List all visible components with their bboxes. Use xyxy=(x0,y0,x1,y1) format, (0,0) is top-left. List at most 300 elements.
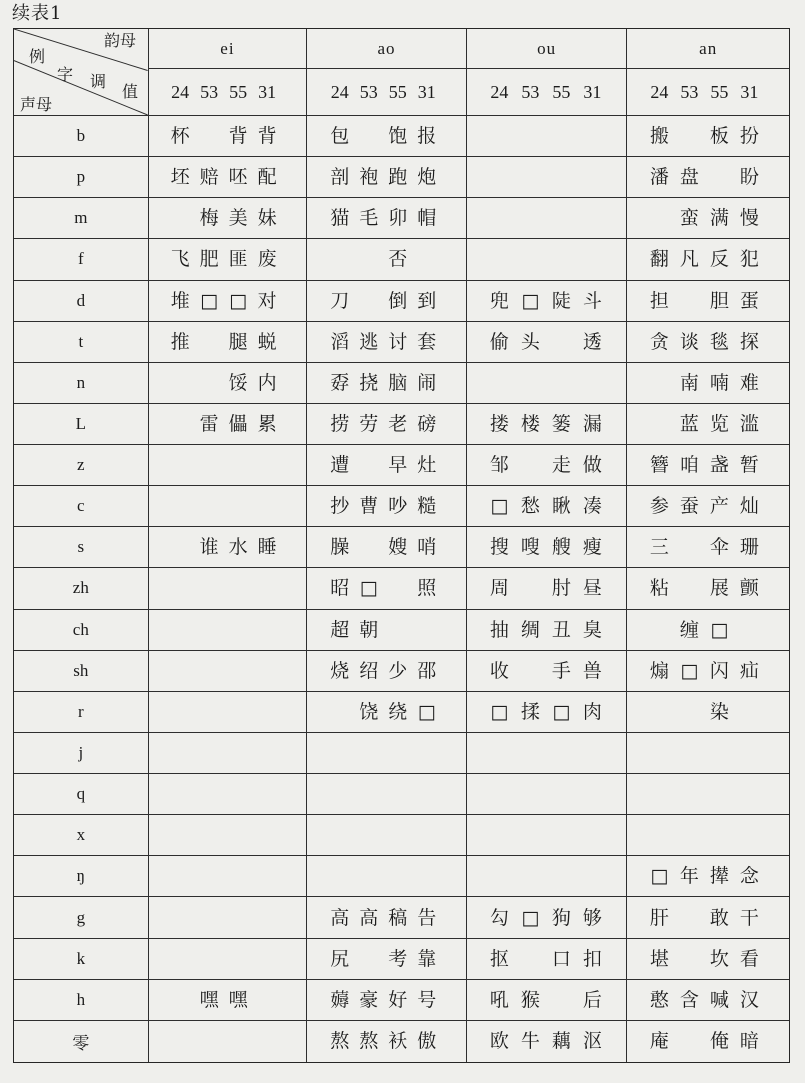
example-character: 考 xyxy=(388,947,408,970)
example-character: 高 xyxy=(330,906,350,929)
example-character: 毯 xyxy=(709,330,729,353)
example-character: 搂 xyxy=(489,412,509,435)
final-header-ou: ou xyxy=(467,29,628,69)
example-character: 包 xyxy=(330,125,350,148)
example-character: 嫂 xyxy=(388,536,408,559)
syllable-cell xyxy=(627,445,789,486)
initial-label: L xyxy=(14,404,149,445)
example-character: 丑 xyxy=(551,618,571,641)
example-character: 肘 xyxy=(551,577,571,600)
example-character: 邵 xyxy=(417,659,437,682)
tone-value: 24 xyxy=(330,82,349,102)
corner-label-initial: 声母 xyxy=(20,95,53,114)
example-character: 瞅 xyxy=(551,495,571,518)
syllable-cell xyxy=(627,157,789,198)
syllable-cell xyxy=(307,404,467,445)
example-character: □ xyxy=(200,289,219,312)
example-character: 蚕 xyxy=(679,495,699,518)
example-character: 走 xyxy=(551,454,571,477)
example-character: 滥 xyxy=(739,412,759,435)
example-character: 刀 xyxy=(330,289,350,312)
example-character: 倒 xyxy=(388,289,408,312)
example-character: 翻 xyxy=(649,248,669,271)
syllable-cell xyxy=(627,363,789,404)
example-character: □ xyxy=(490,495,509,518)
syllable-cell xyxy=(149,1021,308,1062)
example-character: 南 xyxy=(679,371,699,394)
corner-label-rime: 韵母 xyxy=(104,31,137,50)
initial-label: x xyxy=(14,815,149,856)
example-character: 飞 xyxy=(170,248,190,271)
example-character: 傲 xyxy=(417,1030,437,1053)
example-character: 暗 xyxy=(739,1030,759,1053)
example-character: 展 xyxy=(709,577,729,600)
syllable-cell xyxy=(307,322,467,363)
syllable-cell xyxy=(627,527,789,568)
example-character: 背 xyxy=(228,125,248,148)
example-character: 哨 xyxy=(417,536,437,559)
example-character: 蜕 xyxy=(257,330,277,353)
example-character: 剖 xyxy=(330,166,350,189)
example-character: 照 xyxy=(417,577,437,600)
example-character: 儡 xyxy=(228,412,248,435)
example-character: □ xyxy=(521,906,540,929)
initial-label: zh xyxy=(14,568,149,609)
example-character: 滔 xyxy=(330,330,350,353)
example-character: 烧 xyxy=(330,659,350,682)
example-character: 梅 xyxy=(199,207,219,230)
syllable-cell xyxy=(307,897,467,938)
syllable-cell xyxy=(467,939,628,980)
example-character: 水 xyxy=(228,536,248,559)
example-character: 猴 xyxy=(520,988,540,1011)
example-character: 揉 xyxy=(520,700,540,723)
syllable-cell xyxy=(149,445,308,486)
example-character: 喊 xyxy=(709,988,729,1011)
example-character: 雷 xyxy=(199,412,219,435)
syllable-cell xyxy=(149,281,308,322)
example-character: 吼 xyxy=(489,988,509,1011)
example-character: 稿 xyxy=(388,906,408,929)
example-character: 疝 xyxy=(739,659,759,682)
initial-label: b xyxy=(14,116,149,157)
example-character: 杯 xyxy=(170,125,190,148)
tone-value: 31 xyxy=(583,82,602,102)
syllable-cell xyxy=(149,157,308,198)
initial-label: f xyxy=(14,239,149,280)
example-character: 脑 xyxy=(388,371,408,394)
syllable-cell xyxy=(307,486,467,527)
initial-label: m xyxy=(14,198,149,239)
example-character: 狗 xyxy=(551,906,571,929)
tone-value: 31 xyxy=(417,82,436,102)
example-character: 猫 xyxy=(330,207,350,230)
syllable-cell xyxy=(149,651,308,692)
example-character: 早 xyxy=(388,454,408,477)
initial-label: ŋ xyxy=(14,856,149,897)
tone-value: 31 xyxy=(258,82,277,102)
example-character: 灿 xyxy=(739,495,759,518)
syllable-cell xyxy=(467,116,628,157)
example-character: 凡 xyxy=(679,248,699,271)
example-character: 绍 xyxy=(359,659,379,682)
syllable-cell xyxy=(149,363,308,404)
example-character: 览 xyxy=(709,412,729,435)
example-character: 盘 xyxy=(679,166,699,189)
example-character: 篓 xyxy=(551,412,571,435)
example-character: 兽 xyxy=(582,659,602,682)
example-character: 憨 xyxy=(649,988,669,1011)
example-character: 朝 xyxy=(359,618,379,641)
syllable-cell xyxy=(627,198,789,239)
example-character: 绸 xyxy=(520,618,540,641)
syllable-cell xyxy=(149,897,308,938)
example-character: □ xyxy=(229,289,248,312)
example-character: 好 xyxy=(388,988,408,1011)
example-character: 咱 xyxy=(679,454,699,477)
example-character: 透 xyxy=(582,330,602,353)
tone-value: 24 xyxy=(171,82,190,102)
syllable-cell xyxy=(467,445,628,486)
syllable-cell xyxy=(307,939,467,980)
example-character: 老 xyxy=(388,412,408,435)
initial-label: p xyxy=(14,157,149,198)
syllable-cell xyxy=(627,486,789,527)
tone-value: 53 xyxy=(200,82,219,102)
initial-label: j xyxy=(14,733,149,774)
example-character: 庵 xyxy=(649,1030,669,1053)
example-character: 参 xyxy=(649,495,669,518)
example-character: 孬 xyxy=(330,371,350,394)
corner-label-example-1: 例 xyxy=(29,47,46,66)
example-character: 潘 xyxy=(649,166,669,189)
syllable-cell xyxy=(467,157,628,198)
example-character: 尻 xyxy=(330,947,350,970)
tone-value: 24 xyxy=(490,82,509,102)
example-character: 嘿 xyxy=(199,988,219,1011)
example-character: 喃 xyxy=(709,371,729,394)
example-character: 担 xyxy=(649,289,669,312)
example-character: 豪 xyxy=(359,988,379,1011)
example-character: 坯 xyxy=(170,166,190,189)
syllable-cell xyxy=(149,815,308,856)
example-character: 搜 xyxy=(489,536,509,559)
example-character: 艘 xyxy=(551,536,571,559)
example-character: 呸 xyxy=(228,166,248,189)
example-character: 年 xyxy=(679,865,699,888)
syllable-cell xyxy=(467,692,628,733)
example-character: 犯 xyxy=(739,248,759,271)
example-character: □ xyxy=(521,289,540,312)
syllable-cell xyxy=(467,281,628,322)
example-character: 灶 xyxy=(417,454,437,477)
initial-label: c xyxy=(14,486,149,527)
example-character: □ xyxy=(680,659,699,682)
example-character: 颤 xyxy=(739,577,759,600)
example-character: 炮 xyxy=(417,166,437,189)
initial-label: g xyxy=(14,897,149,938)
example-character: □ xyxy=(710,618,729,641)
example-character: 板 xyxy=(709,125,729,148)
example-character: 坎 xyxy=(709,947,729,970)
syllable-cell xyxy=(627,692,789,733)
example-character: 反 xyxy=(709,248,729,271)
example-character: 昭 xyxy=(330,577,350,600)
example-character: 臭 xyxy=(582,618,602,641)
example-character: 瘦 xyxy=(582,536,602,559)
example-character: 匪 xyxy=(228,248,248,271)
example-character: 臊 xyxy=(330,536,350,559)
tone-value: 53 xyxy=(521,82,540,102)
syllable-cell xyxy=(307,1021,467,1062)
example-character: 嗖 xyxy=(520,536,540,559)
corner-label-tone-2: 值 xyxy=(122,82,139,101)
initial-label: r xyxy=(14,692,149,733)
example-character: 产 xyxy=(709,495,729,518)
example-character: 藕 xyxy=(551,1030,571,1053)
syllable-cell xyxy=(627,1021,789,1062)
example-character: 汉 xyxy=(739,988,759,1011)
example-character: 看 xyxy=(739,947,759,970)
example-character: 谁 xyxy=(199,536,219,559)
example-character: 撵 xyxy=(709,865,729,888)
example-character: 缠 xyxy=(679,618,699,641)
example-character: 袄 xyxy=(388,1030,408,1053)
example-character: 跑 xyxy=(388,166,408,189)
syllable-cell xyxy=(627,939,789,980)
syllable-cell xyxy=(627,856,789,897)
example-character: 闹 xyxy=(417,371,437,394)
tone-value: 24 xyxy=(650,82,669,102)
example-character: 凑 xyxy=(582,495,602,518)
example-character: 推 xyxy=(170,330,190,353)
syllable-cell xyxy=(307,527,467,568)
example-character: 牛 xyxy=(520,1030,540,1053)
syllable-cell xyxy=(307,116,467,157)
example-character: 含 xyxy=(679,988,699,1011)
syllable-cell xyxy=(307,856,467,897)
example-character: 勾 xyxy=(489,906,509,929)
syllable-cell xyxy=(467,651,628,692)
example-character: 腿 xyxy=(228,330,248,353)
example-character: 卯 xyxy=(388,207,408,230)
example-character: 曹 xyxy=(359,495,379,518)
syllable-cell xyxy=(627,815,789,856)
final-header-ei: ei xyxy=(149,29,308,69)
syllable-cell xyxy=(467,610,628,651)
syllable-cell xyxy=(307,774,467,815)
example-character: 伞 xyxy=(709,536,729,559)
syllable-cell xyxy=(467,774,628,815)
example-character: 肝 xyxy=(649,906,669,929)
example-character: 后 xyxy=(582,988,602,1011)
example-character: 谈 xyxy=(679,330,699,353)
example-character: 敢 xyxy=(709,906,729,929)
example-character: 收 xyxy=(489,659,509,682)
syllable-cell xyxy=(467,1021,628,1062)
syllable-cell xyxy=(627,116,789,157)
syllable-cell xyxy=(307,980,467,1021)
example-character: 磅 xyxy=(417,412,437,435)
example-character: 昼 xyxy=(582,577,602,600)
example-character: 抠 xyxy=(489,947,509,970)
tone-value: 31 xyxy=(740,82,759,102)
example-character: 蛮 xyxy=(679,207,699,230)
example-character: 闪 xyxy=(709,659,729,682)
tone-values-ou xyxy=(467,69,628,116)
example-character: 抄 xyxy=(330,495,350,518)
syllable-cell xyxy=(467,363,628,404)
example-character: 暂 xyxy=(739,454,759,477)
example-character: 超 xyxy=(330,618,350,641)
initial-label: 零 xyxy=(14,1021,149,1062)
example-character: 难 xyxy=(739,371,759,394)
table-corner-header xyxy=(14,29,149,116)
syllable-cell xyxy=(149,116,308,157)
syllable-cell xyxy=(149,856,308,897)
syllable-cell xyxy=(467,527,628,568)
syllable-cell xyxy=(307,651,467,692)
example-character: 睡 xyxy=(257,536,277,559)
example-character: 告 xyxy=(417,906,437,929)
example-character: 斗 xyxy=(582,289,602,312)
example-character: 楼 xyxy=(520,412,540,435)
initial-label: n xyxy=(14,363,149,404)
syllable-cell xyxy=(307,610,467,651)
example-character: 否 xyxy=(388,248,408,271)
syllable-cell xyxy=(467,322,628,363)
syllable-cell xyxy=(627,651,789,692)
tone-value: 53 xyxy=(359,82,378,102)
example-character: □ xyxy=(650,865,669,888)
syllable-cell xyxy=(467,198,628,239)
example-character: 对 xyxy=(257,289,277,312)
example-character: 偷 xyxy=(489,330,509,353)
example-character: 嘿 xyxy=(228,988,248,1011)
syllable-cell xyxy=(467,980,628,1021)
corner-label-example-2: 字 xyxy=(57,65,74,84)
example-character: 赔 xyxy=(199,166,219,189)
example-character: 探 xyxy=(739,330,759,353)
example-character: 少 xyxy=(388,659,408,682)
syllable-cell xyxy=(149,568,308,609)
example-character: 到 xyxy=(417,289,437,312)
tone-values-ao xyxy=(307,69,467,116)
example-character: 抽 xyxy=(489,618,509,641)
syllable-cell xyxy=(467,856,628,897)
syllable-cell xyxy=(627,239,789,280)
example-character: 染 xyxy=(709,700,729,723)
corner-label-tone-1: 调 xyxy=(90,72,107,91)
example-character: 袍 xyxy=(359,166,379,189)
example-character: 饱 xyxy=(388,125,408,148)
initial-label: d xyxy=(14,281,149,322)
syllable-cell xyxy=(307,815,467,856)
syllable-cell xyxy=(627,404,789,445)
syllable-cell xyxy=(307,363,467,404)
example-character: 蓝 xyxy=(679,412,699,435)
syllable-cell xyxy=(149,404,308,445)
initial-label: t xyxy=(14,322,149,363)
tone-value: 53 xyxy=(680,82,699,102)
initial-label: z xyxy=(14,445,149,486)
example-character: 口 xyxy=(551,947,571,970)
example-character: 配 xyxy=(257,166,277,189)
syllable-cell xyxy=(149,733,308,774)
example-character: 俺 xyxy=(709,1030,729,1053)
syllable-cell xyxy=(627,568,789,609)
syllable-cell xyxy=(627,733,789,774)
example-character: 高 xyxy=(359,906,379,929)
example-character: 肉 xyxy=(582,700,602,723)
syllable-cell xyxy=(307,692,467,733)
example-character: 扣 xyxy=(582,947,602,970)
syllable-cell xyxy=(467,815,628,856)
example-character: 慢 xyxy=(739,207,759,230)
example-character: □ xyxy=(552,700,571,723)
example-character: 劳 xyxy=(359,412,379,435)
example-character: 讨 xyxy=(388,330,408,353)
syllable-cell xyxy=(467,486,628,527)
tone-value: 55 xyxy=(229,82,248,102)
example-character: 熬 xyxy=(359,1030,379,1053)
syllable-cell xyxy=(627,610,789,651)
syllable-cell xyxy=(307,198,467,239)
syllable-cell xyxy=(149,692,308,733)
final-header-an: an xyxy=(627,29,789,69)
example-character: 兜 xyxy=(489,289,509,312)
tone-value: 55 xyxy=(388,82,407,102)
table-continuation-title: 续表1 xyxy=(12,3,63,24)
example-character: 堆 xyxy=(170,289,190,312)
example-character: 满 xyxy=(709,207,729,230)
syllable-cell xyxy=(149,486,308,527)
example-character: 套 xyxy=(417,330,437,353)
example-character: 内 xyxy=(257,371,277,394)
initial-label: h xyxy=(14,980,149,1021)
initial-label: s xyxy=(14,527,149,568)
syllable-cell xyxy=(627,897,789,938)
syllable-cell xyxy=(467,404,628,445)
example-character: 簪 xyxy=(649,454,669,477)
example-character: 漏 xyxy=(582,412,602,435)
example-character: 邹 xyxy=(489,454,509,477)
tone-value: 55 xyxy=(710,82,729,102)
example-character: 毛 xyxy=(359,207,379,230)
example-character: 美 xyxy=(228,207,248,230)
syllable-cell xyxy=(149,527,308,568)
syllable-cell xyxy=(307,568,467,609)
example-character: 扮 xyxy=(739,125,759,148)
example-character: 吵 xyxy=(388,495,408,518)
example-character: 遭 xyxy=(330,454,350,477)
example-character: 念 xyxy=(739,865,759,888)
initial-label: k xyxy=(14,939,149,980)
syllable-cell xyxy=(467,239,628,280)
final-header-ao: ao xyxy=(307,29,467,69)
initial-label: sh xyxy=(14,651,149,692)
example-character: 逃 xyxy=(359,330,379,353)
syllable-cell xyxy=(467,897,628,938)
example-character: 周 xyxy=(489,577,509,600)
example-character: 手 xyxy=(551,659,571,682)
syllable-cell xyxy=(307,445,467,486)
example-character: 珊 xyxy=(739,536,759,559)
example-character: 累 xyxy=(257,412,277,435)
example-character: 号 xyxy=(417,988,437,1011)
example-character: 够 xyxy=(582,906,602,929)
example-character: 薅 xyxy=(330,988,350,1011)
